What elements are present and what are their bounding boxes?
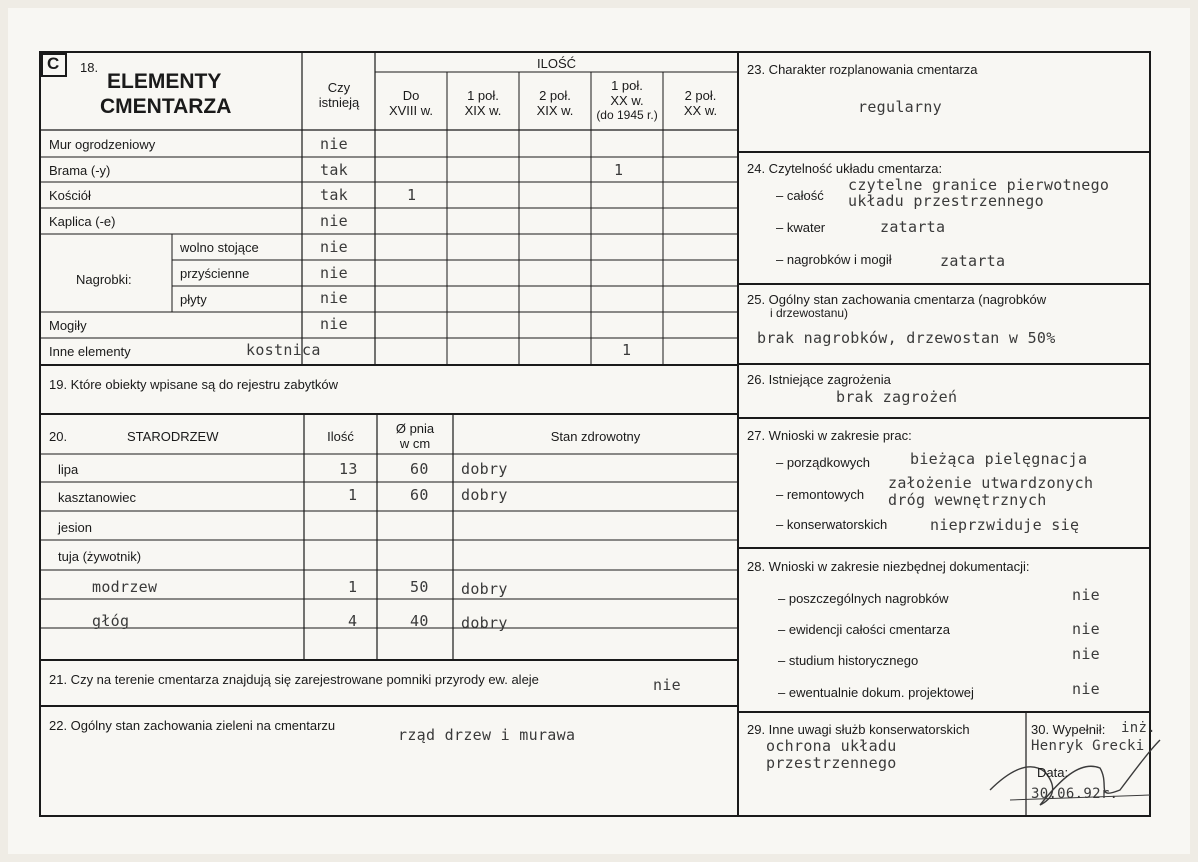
section-letter: C	[47, 54, 60, 73]
s20-tree-name-handwritten: głóg	[92, 612, 130, 630]
s25-label-2: i drzewostanu)	[770, 306, 849, 320]
s24-kwater-label: – kwater	[776, 220, 826, 235]
s19-label: 19. Które obiekty wpisane są do rejestru zabytków	[49, 377, 339, 392]
s27-rem-answer-2: dróg wewnętrznych	[888, 491, 1047, 509]
s18-col-header-5	[663, 88, 738, 118]
col-header-line: XX w.	[683, 103, 718, 118]
s20-col-stan: Stan zdrowotny	[550, 429, 641, 444]
s24-nagrobkow-answer: zatarta	[940, 252, 1006, 270]
s18-title-line2: CMENTARZA	[100, 95, 232, 118]
s27-label: 27. Wnioski w zakresie prac:	[747, 428, 912, 443]
s20-title: STARODRZEW	[127, 429, 219, 444]
s24-calosc-answer-1: czytelne granice pierwotnego	[848, 176, 1110, 194]
s20-stan-value: dobry	[461, 486, 508, 504]
s18-nagrobki-label: Nagrobki:	[76, 272, 132, 287]
s18-row-label: Inne elementy	[49, 344, 131, 359]
s28-item-label: – studium historycznego	[778, 653, 919, 668]
s18-brama-1pol-xx: 1	[614, 161, 624, 179]
s18-kosciol-do-xviii: 1	[407, 186, 417, 204]
s23-label: 23. Charakter rozplanowania cmentarza	[747, 62, 978, 77]
s18-col-czy: Czy istnieją	[318, 80, 360, 110]
s26-label: 26. Istniejące zagrożenia	[747, 372, 891, 387]
s18-czy-value: tak	[320, 186, 348, 204]
s24-nagrobkow-label: – nagrobków i mogił	[776, 252, 892, 267]
s20-col-pien	[377, 421, 453, 451]
s24-label: 24. Czytelność układu cmentarza:	[747, 161, 943, 176]
s30-label: 30. Wypełnił:	[1031, 722, 1106, 737]
s18-czy-value: nie	[320, 315, 348, 333]
s20-pien-value: 40	[410, 612, 429, 630]
s18-row-label: Kościół	[49, 188, 91, 203]
s20-stan-value: dobry	[461, 614, 508, 632]
s29-answer-1: ochrona układu	[766, 737, 897, 755]
s21-answer: nie	[653, 676, 681, 694]
s29-label: 29. Inne uwagi służb konserwatorskich	[747, 722, 970, 737]
s18-row-label: wolno stojące	[180, 240, 259, 255]
s30-date: 30.06.92r.	[1031, 786, 1119, 802]
s20-number: 20.	[49, 429, 68, 444]
s18-czy-value: nie	[320, 264, 348, 282]
s18-row-label: przyścienne	[180, 266, 250, 281]
s18-row-label: płyty	[180, 292, 207, 307]
s28-item-label: – ewidencji całości cmentarza	[778, 622, 950, 637]
s18-row-label: Mur ogrodzeniowy	[49, 137, 156, 152]
s20-col-ilosc: Ilość	[327, 429, 354, 444]
s18-row-label: Kaplica (-e)	[49, 214, 116, 229]
col-header-line: 2 poł.	[539, 88, 571, 103]
col-header-line: 1 poł.	[611, 78, 643, 93]
s28-label: 28. Wnioski w zakresie niezbędnej dokumentacji:	[747, 559, 1030, 574]
s18-col-header-2	[447, 88, 519, 118]
s27-porz-answer: bieżąca pielęgnacja	[910, 450, 1088, 468]
s25-answer: brak nagrobków, drzewostan w 50%	[757, 329, 1056, 347]
s24-calosc-answer-2: układu przestrzennego	[848, 192, 1044, 210]
s20-tree-name: lipa	[58, 462, 79, 477]
col-header-line: Ø pnia	[395, 421, 435, 436]
s24-kwater-answer: zatarta	[880, 218, 946, 236]
s20-ilosc-value: 13	[339, 460, 358, 478]
s18-czy-value: nie	[320, 135, 348, 153]
s27-porz-label: – porządkowych	[776, 455, 870, 470]
s18-row-label: Mogiły	[49, 318, 87, 333]
s30-data-label: Data:	[1037, 765, 1069, 780]
s18-czy-value: nie	[320, 212, 348, 230]
s28-item-answer: nie	[1072, 586, 1100, 604]
s28-item-answer: nie	[1072, 620, 1100, 638]
s20-ilosc-value: 1	[348, 578, 358, 596]
s18-inne-1pol-xx: 1	[622, 341, 632, 359]
col-header-line: 1 poł.	[467, 88, 499, 103]
s18-col-ilosc: ILOŚĆ	[536, 56, 576, 71]
s20-tree-name-handwritten: modrzew	[92, 578, 158, 596]
s18-col-header-3	[519, 88, 591, 118]
s18-col-header-4	[591, 78, 663, 122]
col-header-line: Do	[402, 88, 420, 103]
s20-ilosc-value: 4	[348, 612, 358, 630]
s23-answer: regularny	[858, 98, 942, 116]
s20-stan-value: dobry	[461, 460, 508, 478]
s18-row-label: Brama (-y)	[49, 163, 111, 178]
s20-pien-value: 60	[410, 460, 429, 478]
s18-col-header-1	[375, 88, 447, 118]
col-header-line: XIX w.	[536, 103, 574, 118]
s27-rem-label: – remontowych	[776, 487, 865, 502]
s28-item-answer: nie	[1072, 645, 1100, 663]
s30-title: inż.	[1121, 720, 1156, 736]
col-header-line: XIX w.	[464, 103, 502, 118]
s25-label-1: 25. Ogólny stan zachowania cmentarza (nagrobków	[747, 292, 1047, 307]
s27-kons-answer: nieprzwiduje się	[930, 516, 1080, 534]
col-header-line: XX w.	[610, 93, 644, 108]
s20-pien-value: 60	[410, 486, 429, 504]
s20-tree-name: jesion	[58, 520, 92, 535]
s20-tree-name: tuja (żywotnik)	[58, 549, 142, 564]
s27-rem-answer-1: założenie utwardzonych	[888, 474, 1094, 492]
s24-calosc-label: – całość	[776, 188, 824, 203]
s30-name: Henryk Grecki	[1031, 738, 1145, 754]
col-header-line: w cm	[399, 436, 431, 451]
s20-tree-name: kasztanowiec	[58, 490, 137, 505]
s18-czy-value: nie	[320, 238, 348, 256]
col-header-line: (do 1945 r.)	[596, 108, 658, 122]
s22-label: 22. Ogólny stan zachowania zieleni na cmentarzu	[49, 718, 336, 733]
s28-item-answer: nie	[1072, 680, 1100, 698]
s20-ilosc-value: 1	[348, 486, 358, 504]
col-header-line: 2 poł.	[684, 88, 717, 103]
s22-answer: rząd drzew i murawa	[398, 726, 576, 744]
s21-label: 21. Czy na terenie cmentarza znajdują się zarejestrowane pomniki przyrody ew. aleje	[49, 672, 539, 687]
s18-czy-value: tak	[320, 161, 348, 179]
s20-pien-value: 50	[410, 578, 429, 596]
s28-item-label: – ewentualnie dokum. projektowej	[778, 685, 974, 700]
s20-stan-value: dobry	[461, 580, 508, 598]
s18-title-line1: ELEMENTY	[107, 70, 222, 93]
s29-answer-2: przestrzennego	[766, 754, 897, 772]
s18-inne-handwritten: kostnica	[246, 341, 321, 359]
s28-item-label: – poszczególnych nagrobków	[778, 591, 949, 606]
s18-number: 18.	[80, 60, 99, 75]
s27-kons-label: – konserwatorskich	[776, 517, 888, 532]
s18-czy-value: nie	[320, 289, 348, 307]
col-header-line: XVIII w.	[388, 103, 434, 118]
s26-answer: brak zagrożeń	[836, 388, 958, 406]
